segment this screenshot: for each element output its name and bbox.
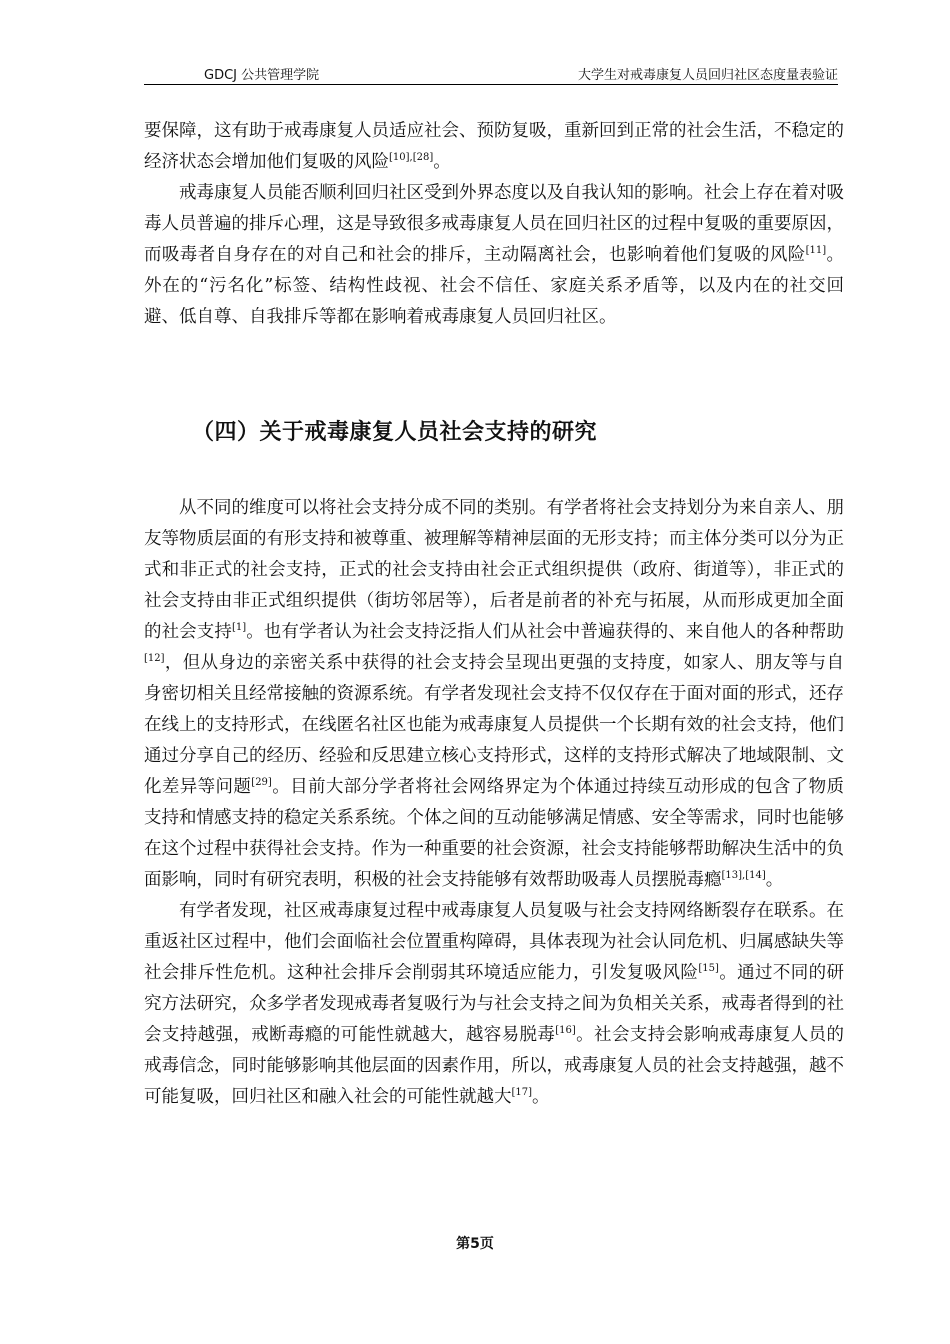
- citation: [17]: [511, 1087, 533, 1099]
- citation: [13],[14]: [721, 870, 766, 882]
- body-block-1: [144, 116, 844, 333]
- header-institution: GDCJ 公共管理学院: [204, 68, 320, 83]
- paragraph-continued: 要保障，这有助于戒毒康复人员适应社会、预防复吸，重新回到正常的社会生活，不稳定的经济状态会增加他们复吸的风险[10],[28]。: [144, 121, 844, 172]
- citation: [12]: [144, 653, 165, 665]
- citation: [15]: [698, 963, 719, 975]
- page-number: 第5页: [456, 1236, 494, 1252]
- header-paper-title: 大学生对戒毒康复人员回归社区态度量表验证: [577, 68, 838, 83]
- citation: [16]: [555, 1025, 576, 1037]
- body-block-2: [144, 493, 844, 1113]
- paragraph: 戒毒康复人员能否顺利回归社区受到外界态度以及自我认知的影响。社会上存在着对吸毒人员普遍的排斥心理，这是导致很多戒毒康复人员在回归社区的过程中复吸的重要原因，而吸毒者自身存在的对自己和社会的排斥，主动隔离社会，也影响着他们复吸的风险[11]。外在的“污名化”标签、结构性歧视、社会不信任、家庭关系矛盾等，以及内在的社交回避、低自尊、自我排斥等都在影响着戒毒康复人员回归社区。: [144, 183, 845, 327]
- citation: [29]: [251, 777, 272, 789]
- page-header: [144, 62, 838, 85]
- citation: [1]: [231, 622, 247, 634]
- citation: [11]: [805, 245, 827, 257]
- section-heading: （四）关于戒毒康复人员社会支持的研究: [192, 420, 598, 445]
- citation: [10],[28]: [389, 152, 434, 164]
- paragraph: 从不同的维度可以将社会支持分成不同的类别。有学者将社会支持划分为来自亲人、朋友等物质层面的有形支持和被尊重、被理解等精神层面的无形支持；而主体分类可以分为正式和非正式的社会支持，正式的社会支持由社会正式组织提供（政府、街道等），非正式的社会支持由非正式组织提供（街坊邻居等），后者是前者的补充与拓展，从而形成更加全面的社会支持[1]。也有学者认为社会支持泛指人们从社会中普遍获得的、来自他人的各种帮助[12]，但从身边的亲密关系中获得的社会支持会呈现出更强的支持度，如家人、朋友等与自身密切相关且经常接触的资源系统。有学者发现社会支持不仅仅存在于面对面的形式，还存在线上的支持形式，在线匿名社区也能为戒毒康复人员提供一个长期有效的社会支持，他们通过分享自己的经历、经验和反思建立核心支持形式，这样的支持形式解决了地域限制、文化差异等问题[29]。目前大部分学者将社会网络界定为个体通过持续互动形成的包含了物质支持和情感支持的稳定关系系统。个体之间的互动能够满足情感、安全等需求，同时也能够在这个过程中获得社会支持。作为一种重要的社会资源，社会支持能够帮助解决生活中的负面影响，同时有研究表明，积极的社会支持能够有效帮助吸毒人员摆脱毒瘾[13],[14]。: [144, 498, 845, 890]
- paragraph: 有学者发现，社区戒毒康复过程中戒毒康复人员复吸与社会支持网络断裂存在联系。在重返社区过程中，他们会面临社会位置重构障碍，具体表现为社会认同危机、归属感缺失等社会排斥性危机。这种社会排斥会削弱其环境适应能力，引发复吸风险[15]。通过不同的研究方法研究，众多学者发现戒毒者复吸行为与社会支持之间为负相关关系，戒毒者得到的社会支持越强，戒断毒瘾的可能性就越大，越容易脱毒[16]。社会支持会影响戒毒康复人员的戒毒信念，同时能够影响其他层面的因素作用，所以，戒毒康复人员的社会支持越强，越不可能复吸，回归社区和融入社会的可能性就越大[17]。: [144, 901, 845, 1107]
